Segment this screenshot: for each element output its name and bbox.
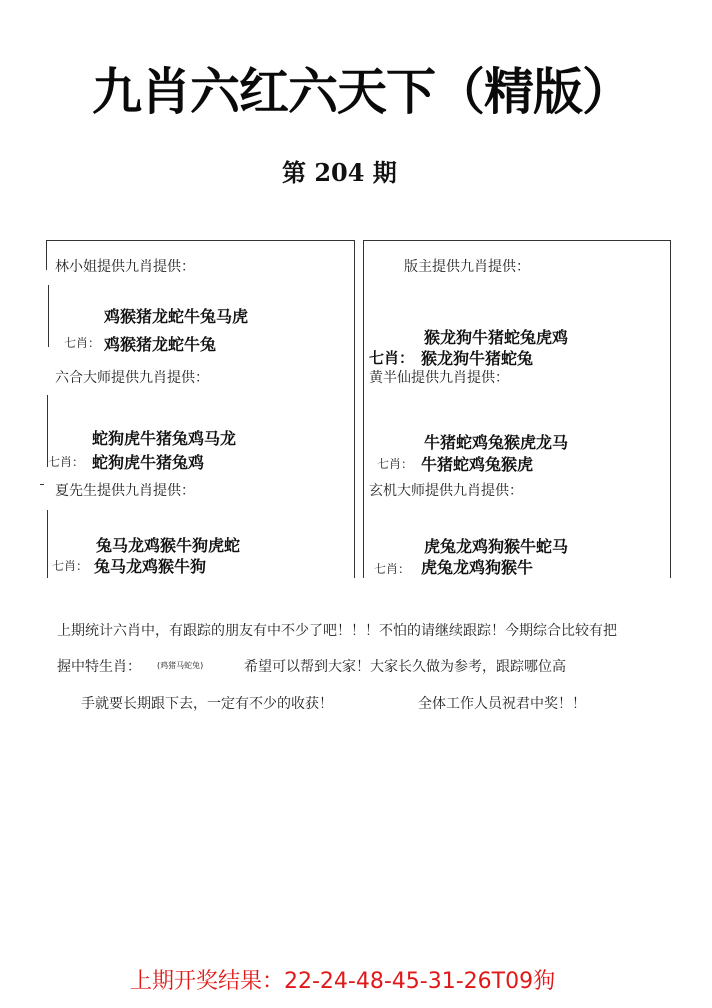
note-line-3a: 手就要长期跟下去，一定有不少的收获！ xyxy=(81,696,333,712)
nine-zodiac: 鸡猴猪龙蛇牛兔马虎 xyxy=(104,307,249,326)
nine-zodiac: 虎兔龙鸡狗猴牛蛇马 xyxy=(424,537,569,556)
seven-prefix: 七肖： xyxy=(377,457,414,471)
nine-zodiac: 兔马龙鸡猴牛狗虎蛇 xyxy=(96,536,241,555)
seven-zodiac: 鸡猴猪龙蛇牛兔 xyxy=(104,335,217,354)
page-title: 九肖六红六天下（精版） xyxy=(92,63,631,121)
panel-heading: 林小姐提供九肖提供： xyxy=(55,259,195,275)
panel-heading: 版主提供九肖提供： xyxy=(404,259,530,275)
nine-zodiac: 蛇狗虎牛猪兔鸡马龙 xyxy=(92,429,237,448)
panel-heading: 黄半仙提供九肖提供： xyxy=(369,370,509,386)
seven-prefix: 七肖： xyxy=(369,349,415,367)
seven-prefix: 七肖： xyxy=(64,336,101,350)
note-line-2a: 握中特生肖： xyxy=(57,659,141,675)
issue-number: 第 204 期 xyxy=(282,158,397,187)
panel-heading: 六合大师提供九肖提供： xyxy=(55,370,209,386)
seven-zodiac: 蛇狗虎牛猪兔鸡 xyxy=(92,453,205,472)
note-line-2-small: (鸡猪马蛇兔) xyxy=(157,661,204,670)
seven-zodiac: 猴龙狗牛猪蛇兔 xyxy=(421,349,534,368)
seven-zodiac: 虎兔龙鸡狗猴牛 xyxy=(421,558,534,577)
seven-prefix: 七肖： xyxy=(52,559,89,573)
seven-prefix: 七肖： xyxy=(374,562,411,576)
note-line-1: 上期统计六肖中，有跟踪的朋友有中不少了吧！！！不怕的请继续跟踪！今期综合比较有把 xyxy=(57,623,617,639)
last-draw-result: 上期开奖结果：22-24-48-45-31-26T09狗 xyxy=(130,969,556,994)
panel-heading: 玄机大师提供九肖提供： xyxy=(369,483,523,499)
note-line-3b: 全体工作人员祝君中奖！！ xyxy=(418,696,586,712)
nine-zodiac: 猴龙狗牛猪蛇兔虎鸡 xyxy=(424,328,569,347)
seven-zodiac: 兔马龙鸡猴牛狗 xyxy=(94,557,207,576)
seven-prefix: 七肖： xyxy=(48,455,85,469)
seven-zodiac: 牛猪蛇鸡兔猴虎 xyxy=(421,455,534,474)
nine-zodiac: 牛猪蛇鸡兔猴虎龙马 xyxy=(424,433,569,452)
panel-heading: 夏先生提供九肖提供： xyxy=(55,483,195,499)
note-line-2b: 希望可以帮到大家！大家长久做为参考，跟踪哪位高 xyxy=(244,659,566,675)
